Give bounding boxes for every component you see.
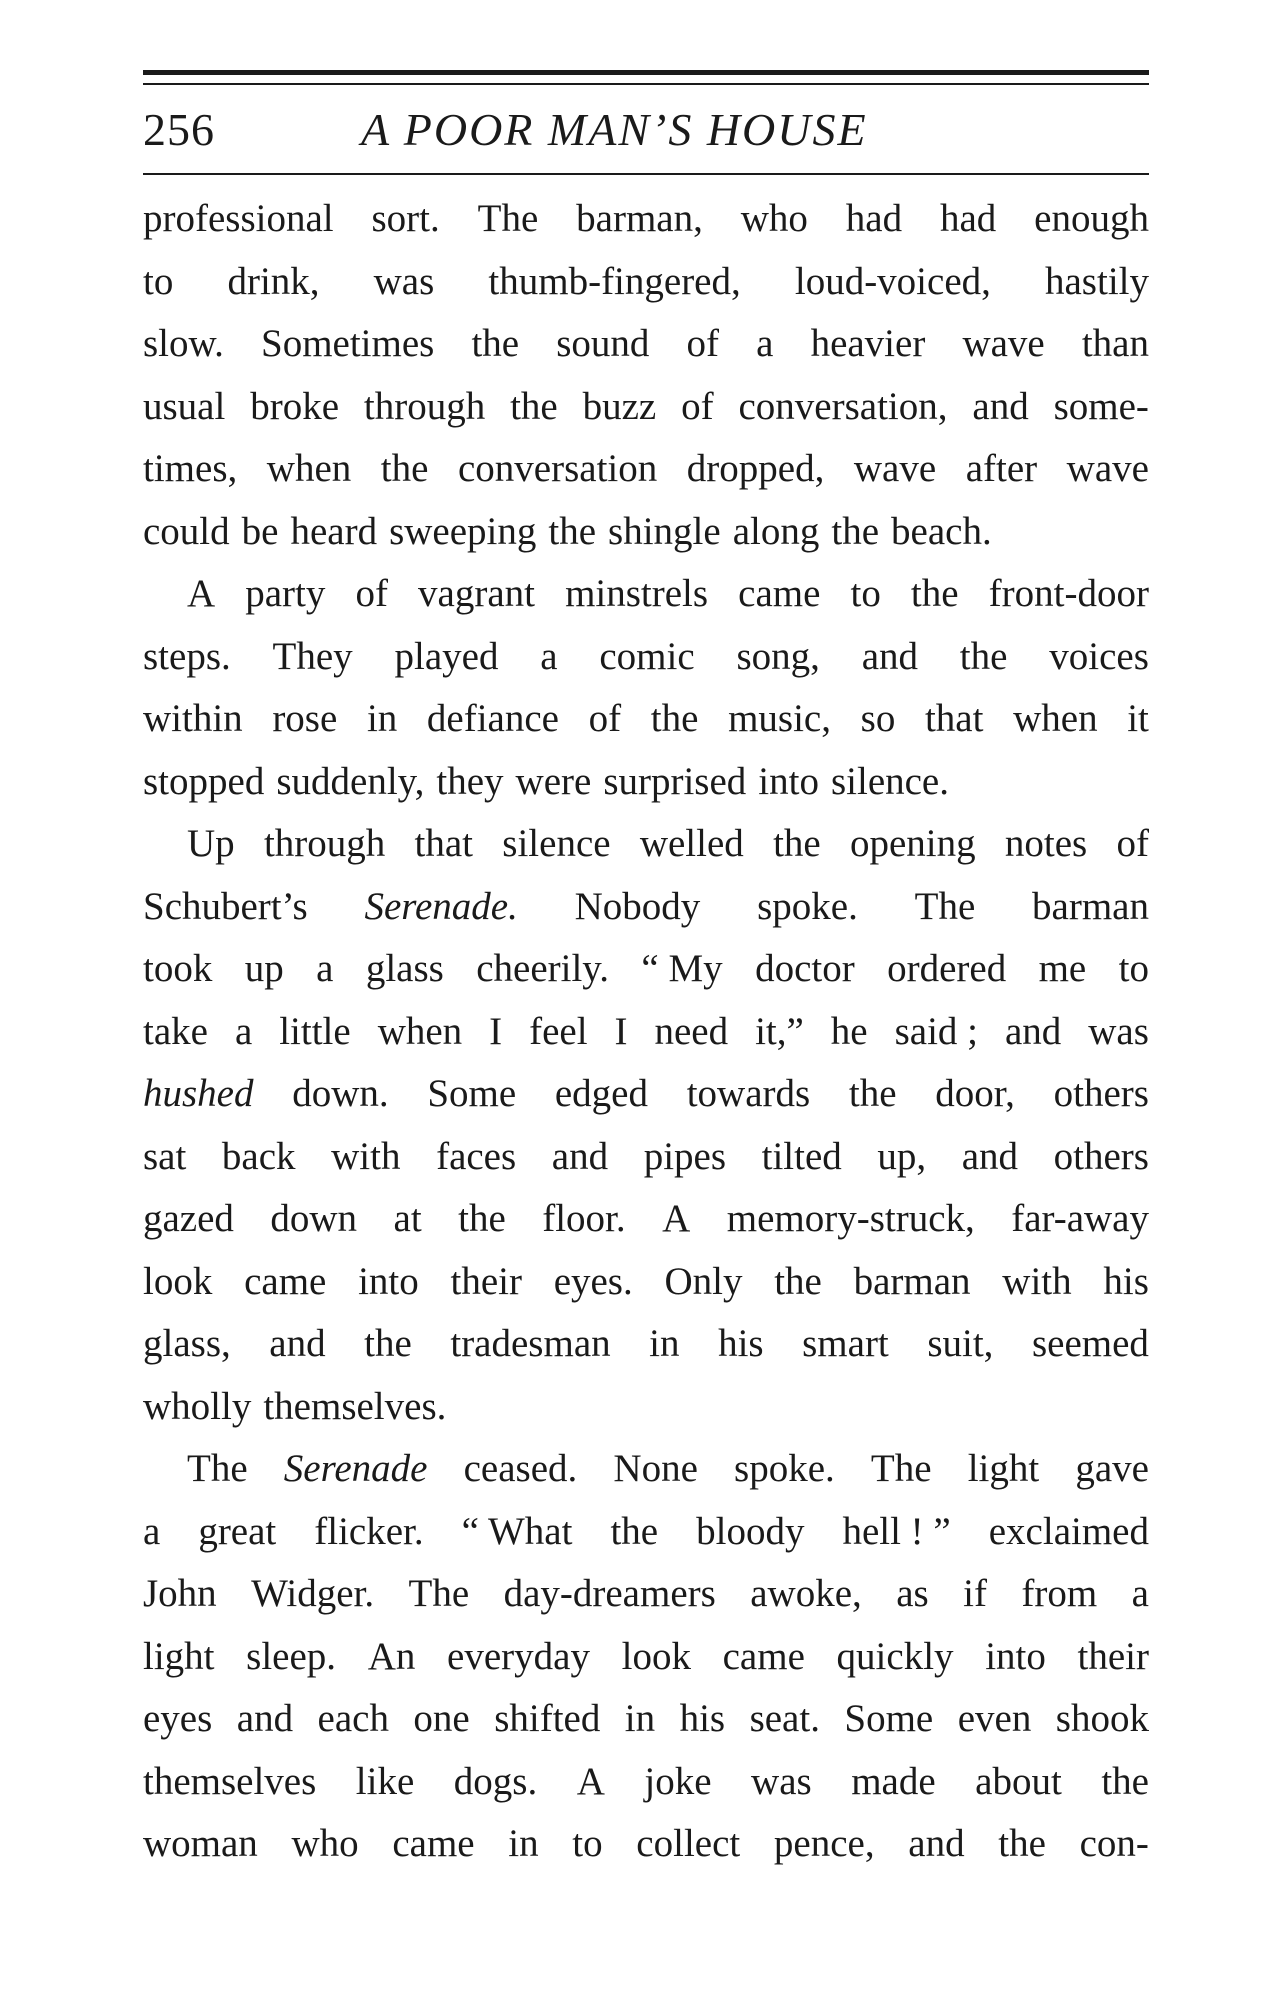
word: joke bbox=[644, 1759, 712, 1803]
word: feel bbox=[529, 1009, 588, 1053]
word: said ; bbox=[894, 1009, 978, 1053]
word: could bbox=[143, 509, 230, 553]
word: themselves bbox=[143, 1759, 317, 1803]
word: along bbox=[732, 509, 820, 553]
word: into bbox=[358, 1259, 419, 1303]
word: “ What bbox=[461, 1509, 573, 1553]
word: his bbox=[679, 1697, 726, 1740]
word: floor. bbox=[542, 1197, 626, 1240]
word: wholly bbox=[143, 1384, 252, 1428]
word: silence. bbox=[830, 759, 949, 803]
word: with bbox=[1002, 1259, 1072, 1303]
word: seemed bbox=[1031, 1322, 1149, 1365]
word: and bbox=[269, 1322, 326, 1365]
word: The bbox=[914, 884, 976, 928]
word: “ My bbox=[641, 947, 723, 990]
word: to bbox=[1118, 947, 1149, 990]
text-line bbox=[143, 251, 1149, 314]
word: tilted bbox=[761, 1134, 842, 1178]
word: ceased. bbox=[463, 1447, 578, 1490]
text-line bbox=[143, 376, 1149, 439]
word: as bbox=[896, 1572, 929, 1615]
word: collect bbox=[636, 1822, 741, 1865]
word: Up bbox=[187, 822, 235, 865]
word: that bbox=[414, 822, 474, 865]
body-text bbox=[143, 188, 1149, 1876]
text-line bbox=[143, 751, 1149, 814]
text-line bbox=[143, 938, 1149, 1001]
word: far-away bbox=[1011, 1197, 1149, 1240]
word: con- bbox=[1079, 1822, 1149, 1865]
text-line bbox=[143, 1126, 1149, 1189]
word: light bbox=[143, 1634, 215, 1678]
text-line bbox=[143, 501, 1149, 564]
word: the bbox=[831, 509, 880, 553]
word: Sometimes bbox=[261, 322, 435, 365]
word: enough bbox=[1034, 197, 1149, 240]
word: through bbox=[363, 384, 486, 428]
word: An bbox=[367, 1634, 416, 1678]
word: memory-struck, bbox=[726, 1197, 975, 1240]
word: Serenade bbox=[283, 1447, 428, 1490]
word: barman, bbox=[576, 197, 703, 240]
word: had bbox=[939, 197, 997, 240]
word: voices bbox=[1049, 634, 1149, 678]
word: flicker. bbox=[314, 1509, 424, 1553]
text-line bbox=[143, 1501, 1149, 1564]
word: and bbox=[551, 1134, 609, 1178]
word: a bbox=[756, 322, 774, 365]
word: look bbox=[621, 1634, 691, 1678]
word: shingle bbox=[608, 509, 721, 553]
word: door, bbox=[935, 1072, 1015, 1115]
word: than bbox=[1081, 322, 1149, 365]
word: need bbox=[654, 1009, 729, 1053]
word: made bbox=[851, 1759, 936, 1803]
text-line bbox=[143, 1751, 1149, 1814]
word: and bbox=[972, 384, 1029, 428]
word: one bbox=[413, 1697, 470, 1740]
word: surprised bbox=[603, 759, 747, 803]
word: the bbox=[650, 697, 699, 740]
word: down bbox=[270, 1197, 358, 1240]
text-line bbox=[143, 876, 1149, 939]
word: into bbox=[758, 759, 819, 803]
word: the bbox=[471, 322, 520, 365]
word: welled bbox=[639, 822, 744, 865]
word: of bbox=[588, 697, 622, 740]
word: in bbox=[366, 697, 398, 740]
text-line bbox=[143, 1001, 1149, 1064]
word: A bbox=[187, 572, 216, 615]
word: pipes bbox=[643, 1134, 727, 1178]
word: usual bbox=[143, 384, 226, 428]
word: Some bbox=[427, 1072, 517, 1115]
word: faces bbox=[436, 1134, 517, 1178]
word: professional bbox=[143, 197, 334, 240]
word: barman bbox=[1032, 884, 1149, 928]
word: awoke, bbox=[750, 1572, 862, 1615]
word: conversation bbox=[457, 447, 658, 490]
word: John bbox=[143, 1572, 217, 1615]
word: came bbox=[244, 1259, 327, 1303]
word: exclaimed bbox=[988, 1509, 1149, 1553]
word: slow. bbox=[143, 322, 224, 365]
word: sound bbox=[556, 322, 650, 365]
word: eyes. bbox=[553, 1259, 633, 1303]
word: Serenade. bbox=[364, 884, 518, 928]
page-number: 256 bbox=[143, 104, 215, 155]
word: the bbox=[773, 822, 821, 865]
word: barman bbox=[853, 1259, 971, 1303]
word: some- bbox=[1053, 384, 1149, 428]
word: The bbox=[477, 197, 539, 240]
word: the bbox=[510, 384, 558, 428]
word: to bbox=[850, 572, 881, 615]
header-rule-thick bbox=[143, 70, 1149, 75]
text-line bbox=[143, 1688, 1149, 1751]
word: me bbox=[1038, 947, 1087, 990]
word: shifted bbox=[494, 1697, 601, 1740]
word: within bbox=[143, 697, 243, 740]
word: and bbox=[1004, 1009, 1062, 1053]
word: down. bbox=[292, 1072, 389, 1115]
word: the bbox=[610, 1509, 659, 1553]
word: came bbox=[722, 1634, 805, 1678]
word: minstrels bbox=[565, 572, 709, 615]
word: Nobody bbox=[574, 884, 701, 928]
word: edged bbox=[554, 1072, 648, 1115]
word: opening bbox=[849, 822, 976, 865]
word: who bbox=[291, 1822, 359, 1865]
word: look bbox=[143, 1259, 213, 1303]
word: loud-voiced, bbox=[794, 259, 991, 303]
word: drink, bbox=[227, 259, 320, 303]
word: seat. bbox=[749, 1697, 820, 1740]
word: heavier bbox=[810, 322, 926, 365]
text-line bbox=[143, 1313, 1149, 1376]
word: it,” bbox=[755, 1009, 804, 1053]
word: sat bbox=[143, 1134, 187, 1178]
word: had bbox=[845, 197, 903, 240]
word: smart bbox=[802, 1322, 889, 1365]
word: were bbox=[515, 759, 592, 803]
word: defiance bbox=[426, 697, 559, 740]
word: comic bbox=[599, 634, 695, 678]
word: themselves. bbox=[263, 1384, 447, 1428]
word: others bbox=[1053, 1072, 1149, 1115]
word: after bbox=[965, 447, 1038, 490]
word: if bbox=[963, 1572, 987, 1615]
word: the bbox=[364, 1322, 412, 1365]
word: and bbox=[236, 1697, 294, 1740]
word: when bbox=[377, 1009, 463, 1053]
word: like bbox=[355, 1759, 415, 1803]
text-line bbox=[143, 313, 1149, 376]
text-line bbox=[143, 1563, 1149, 1626]
word: light bbox=[967, 1447, 1040, 1490]
word: Widger. bbox=[251, 1572, 375, 1615]
word: take bbox=[143, 1009, 208, 1053]
text-line bbox=[143, 1438, 1149, 1501]
word: A bbox=[576, 1759, 605, 1803]
word: in bbox=[624, 1697, 656, 1740]
word: suit, bbox=[927, 1322, 994, 1365]
word: their bbox=[450, 1259, 522, 1303]
text-line bbox=[143, 563, 1149, 626]
word: glass bbox=[365, 947, 444, 990]
word: they bbox=[436, 759, 504, 803]
word: the bbox=[548, 509, 597, 553]
word: came bbox=[738, 572, 821, 615]
word: day-dreamers bbox=[503, 1572, 716, 1615]
word: and bbox=[908, 1822, 965, 1865]
word: great bbox=[198, 1509, 277, 1553]
word: I bbox=[614, 1009, 628, 1053]
word: a bbox=[1131, 1572, 1149, 1615]
word: a bbox=[234, 1009, 253, 1053]
book-title: A POOR MAN’S HOUSE bbox=[361, 104, 868, 155]
word: of bbox=[355, 572, 388, 615]
word: when bbox=[266, 447, 352, 490]
word: The bbox=[408, 1572, 470, 1615]
word: song, bbox=[736, 634, 820, 678]
word: played bbox=[394, 634, 499, 678]
word: sleep. bbox=[246, 1634, 337, 1678]
text-line bbox=[143, 1251, 1149, 1314]
word: with bbox=[331, 1134, 401, 1178]
word: shook bbox=[1055, 1697, 1149, 1740]
word: music, bbox=[728, 697, 831, 740]
word: so bbox=[860, 697, 896, 740]
word: came bbox=[392, 1822, 475, 1865]
word: None bbox=[613, 1447, 698, 1490]
word: conversation, bbox=[738, 384, 948, 428]
word: the bbox=[458, 1197, 506, 1240]
word: back bbox=[221, 1134, 296, 1178]
word: wave bbox=[1066, 447, 1149, 490]
text-line bbox=[143, 1063, 1149, 1126]
word: suddenly, bbox=[276, 759, 425, 803]
word: little bbox=[279, 1009, 351, 1053]
word: heard bbox=[290, 509, 378, 553]
word: dogs. bbox=[453, 1759, 538, 1803]
word: about bbox=[975, 1759, 1062, 1803]
word: gave bbox=[1075, 1447, 1149, 1490]
word: it bbox=[1127, 697, 1149, 740]
word: his bbox=[1103, 1259, 1149, 1303]
text-line bbox=[143, 813, 1149, 876]
word: buzz bbox=[582, 384, 657, 428]
word: and bbox=[961, 1134, 1019, 1178]
word: quickly bbox=[836, 1634, 954, 1678]
word: to bbox=[572, 1822, 603, 1865]
word: The bbox=[187, 1447, 248, 1490]
word: ordered bbox=[887, 947, 1007, 990]
word: the bbox=[1101, 1759, 1149, 1803]
word: notes bbox=[1004, 822, 1088, 865]
word: others bbox=[1053, 1134, 1149, 1178]
word: he bbox=[830, 1009, 868, 1053]
word: the bbox=[959, 634, 1008, 678]
word: the bbox=[774, 1259, 822, 1303]
word: Schubert’s bbox=[143, 884, 308, 928]
word: vagrant bbox=[418, 572, 535, 615]
word: through bbox=[263, 822, 386, 865]
word: was bbox=[373, 259, 435, 303]
word: a bbox=[540, 634, 558, 678]
word: was bbox=[1088, 1009, 1149, 1053]
word: broke bbox=[250, 384, 340, 428]
text-line bbox=[143, 1376, 1149, 1439]
word: glass, bbox=[143, 1322, 231, 1365]
word: their bbox=[1077, 1634, 1149, 1678]
word: beach. bbox=[891, 509, 992, 553]
word: and bbox=[861, 634, 918, 678]
word: in bbox=[649, 1322, 680, 1365]
word: doctor bbox=[755, 947, 855, 990]
word: tradesman bbox=[450, 1322, 611, 1365]
word: up, bbox=[877, 1134, 927, 1178]
word: to bbox=[143, 259, 174, 303]
word: steps. bbox=[143, 634, 231, 678]
word: cheerily. bbox=[476, 947, 610, 990]
word: towards bbox=[686, 1072, 811, 1115]
header-rule-thin bbox=[143, 83, 1149, 85]
word: spoke. bbox=[757, 884, 858, 928]
word: when bbox=[1013, 697, 1098, 740]
word: took bbox=[143, 947, 213, 990]
word: a bbox=[316, 947, 334, 990]
word: hastily bbox=[1045, 259, 1149, 303]
word: pence, bbox=[773, 1822, 875, 1865]
text-line bbox=[143, 626, 1149, 689]
word: woman bbox=[143, 1822, 258, 1865]
word: eyes bbox=[143, 1697, 213, 1740]
word: the bbox=[910, 572, 959, 615]
word: dropped, bbox=[686, 447, 825, 490]
word: A bbox=[662, 1197, 691, 1240]
word: Only bbox=[664, 1259, 743, 1303]
word: up bbox=[244, 947, 284, 990]
word: party bbox=[245, 572, 326, 615]
word: was bbox=[751, 1759, 812, 1803]
word: in bbox=[508, 1822, 539, 1865]
word: front-door bbox=[988, 572, 1149, 615]
word: even bbox=[957, 1697, 1032, 1740]
header-rule-bottom bbox=[143, 173, 1149, 175]
word: of bbox=[686, 322, 720, 365]
word: sort. bbox=[371, 197, 440, 240]
word: I bbox=[489, 1009, 503, 1053]
word: of bbox=[681, 384, 714, 428]
word: his bbox=[718, 1322, 764, 1365]
word: at bbox=[393, 1197, 422, 1240]
word: into bbox=[985, 1634, 1046, 1678]
word: everyday bbox=[447, 1634, 590, 1678]
word: gazed bbox=[143, 1197, 234, 1240]
word: that bbox=[924, 697, 984, 740]
word: be bbox=[241, 509, 279, 553]
word: silence bbox=[502, 822, 611, 865]
text-line bbox=[143, 438, 1149, 501]
word: hell ! ” bbox=[842, 1509, 951, 1553]
word: the bbox=[380, 447, 429, 490]
word: hushed bbox=[143, 1072, 254, 1115]
word: The bbox=[870, 1447, 932, 1490]
word: a bbox=[143, 1509, 161, 1553]
word: each bbox=[317, 1697, 389, 1740]
text-line bbox=[143, 188, 1149, 251]
word: wave bbox=[962, 322, 1045, 365]
running-head bbox=[143, 100, 1149, 160]
text-line bbox=[143, 1188, 1149, 1251]
word: spoke. bbox=[734, 1447, 835, 1490]
word: wave bbox=[853, 447, 937, 490]
word: sweeping bbox=[389, 509, 537, 553]
word: bloody bbox=[696, 1509, 805, 1553]
text-line bbox=[143, 688, 1149, 751]
text-line bbox=[143, 1813, 1149, 1876]
word: the bbox=[998, 1822, 1046, 1865]
word: They bbox=[272, 634, 353, 678]
word: who bbox=[740, 197, 808, 240]
word: Some bbox=[844, 1697, 934, 1740]
word: rose bbox=[272, 697, 338, 740]
word: the bbox=[848, 1072, 897, 1115]
text-line bbox=[143, 1626, 1149, 1689]
word: thumb-fingered, bbox=[488, 259, 741, 303]
word: stopped bbox=[143, 759, 265, 803]
word: of bbox=[1116, 822, 1149, 865]
word: times, bbox=[143, 447, 238, 490]
word: from bbox=[1021, 1572, 1098, 1615]
